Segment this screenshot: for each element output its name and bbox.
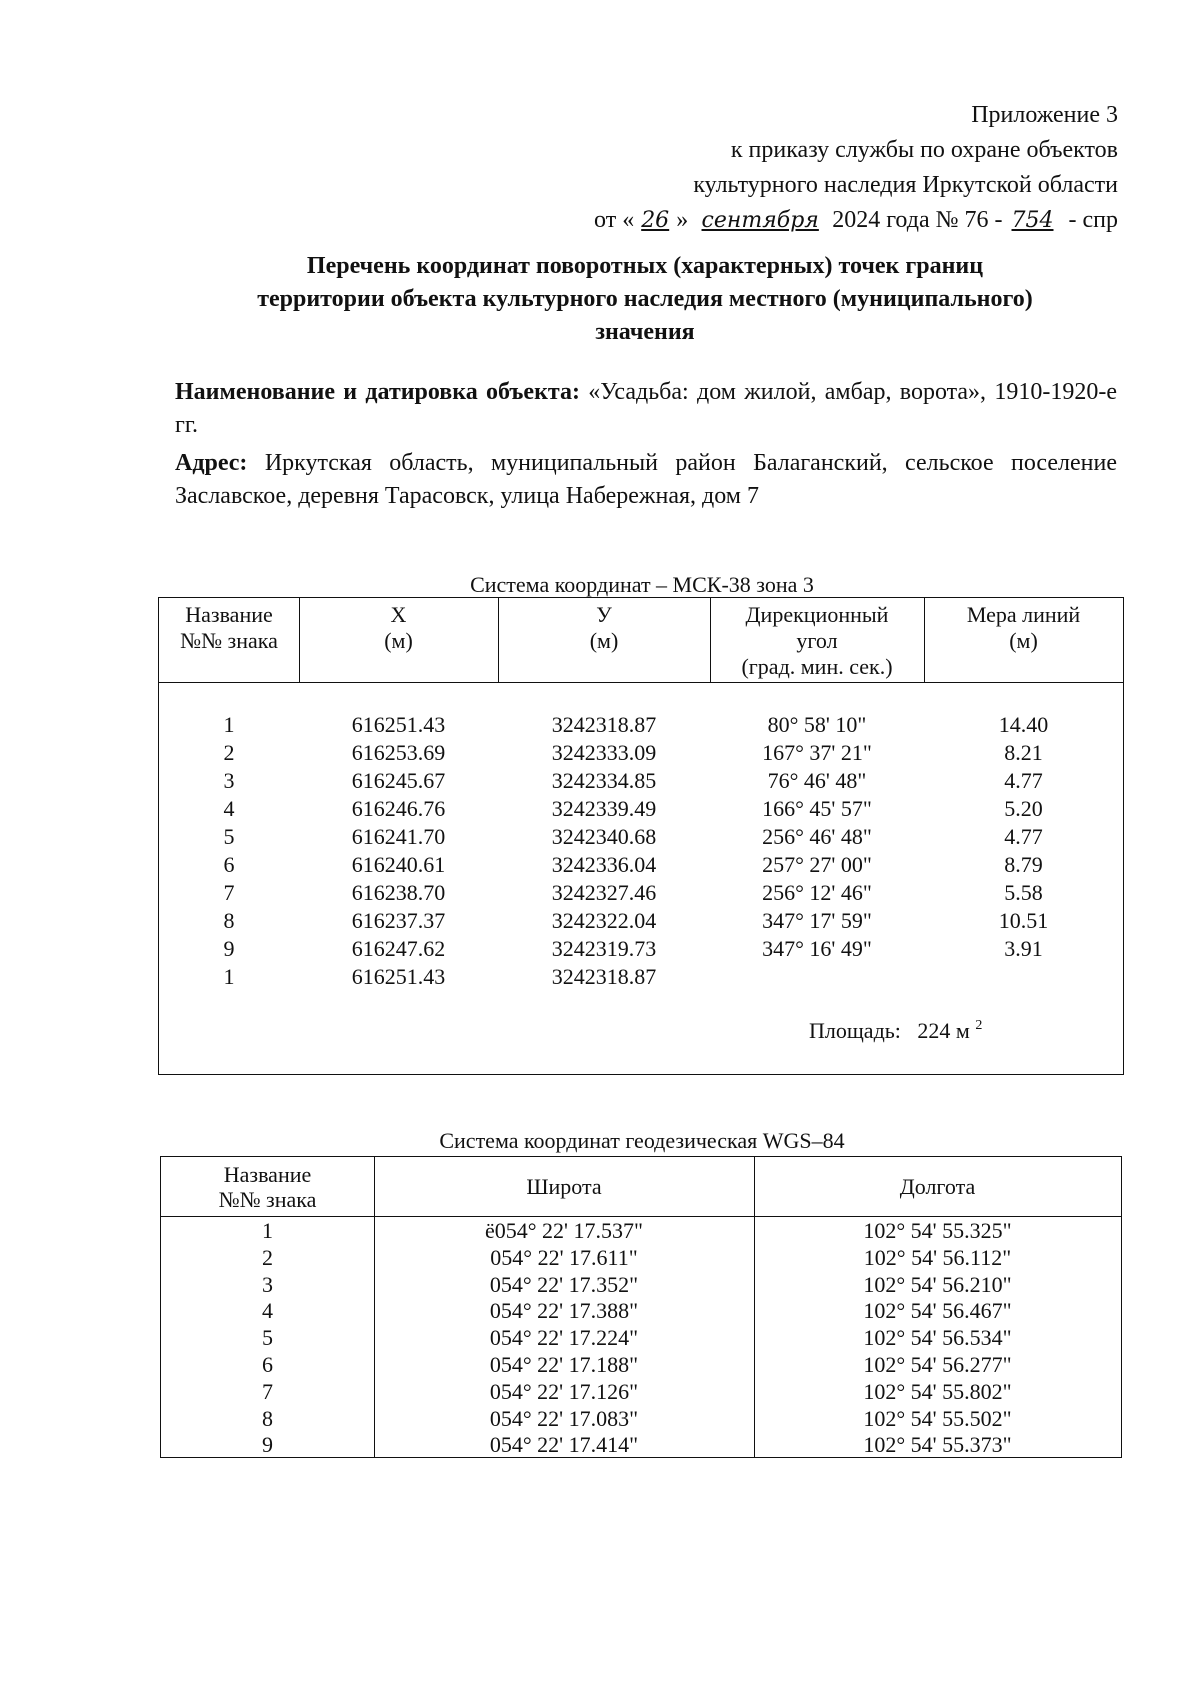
table1-body (159, 711, 1123, 991)
column-divider (498, 598, 499, 682)
table-row: 6 616240.61 3242336.04 257° 27' 00" 8.79 (223, 852, 1043, 877)
appendix-order-ref: к приказу службы по охране объектов (730, 137, 1118, 163)
wgs84-coordinates-table (160, 1156, 1122, 1458)
table-row: 9 616247.62 3242319.73 347° 16' 49" 3.91 (223, 936, 1043, 961)
object-name: Наименование и датировка объекта: «Усадьба: дом жилой, амбар, ворота», 1910-1920-е гг. (175, 379, 1117, 438)
msk-coordinates-table (158, 597, 1124, 1075)
appendix-header (594, 98, 1118, 238)
column-divider (299, 598, 300, 682)
handwritten-day: 26 (641, 208, 670, 233)
table-row: 7 054° 22' 17.126" 102° 54' 55.802" (262, 1378, 1012, 1404)
table-row: 7 616238.70 3242327.46 256° 12' 46" 5.58 (223, 880, 1043, 905)
header-latitude: Широта (526, 1174, 602, 1199)
header-point: Название №№ знака (218, 1162, 317, 1212)
header-x: Х (м) (384, 602, 413, 653)
header-point: Название №№ знака (180, 602, 278, 653)
table-row: 4 616246.76 3242339.49 166° 45' 57" 5.20 (223, 796, 1043, 821)
handwritten-month: сентября (701, 208, 819, 233)
table1-caption: Система координат – МСК-38 зона 3 (470, 572, 814, 597)
table-row: 9 054° 22' 17.414" 102° 54' 55.373" (262, 1432, 1012, 1458)
column-divider (924, 598, 925, 682)
table-row: 1 ё054° 22' 17.537" 102° 54' 55.325" (262, 1218, 1012, 1243)
table-row: 1 616251.43 3242318.87 (223, 964, 657, 989)
table2-body (161, 1217, 1121, 1458)
header-length: Мера линий (м) (966, 602, 1081, 653)
appendix-number: Приложение 3 (971, 102, 1118, 128)
table-row: 3 616245.67 3242334.85 76° 46' 48" 4.77 (223, 768, 1043, 793)
table2-caption: Система координат геодезическая WGS–84 (439, 1128, 845, 1153)
object-address: Адрес: Иркутская область, муниципальный район Балаганский, сельское поселение Заславское, деревня Тарасовск, улица Набережная, дом 7 (175, 450, 1118, 509)
handwritten-order-number: 754 (1011, 208, 1054, 233)
table-row: 2 616253.69 3242333.09 167° 37' 21" 8.21 (223, 740, 1043, 765)
table1-header (159, 598, 1123, 683)
column-divider (710, 598, 711, 682)
object-info (175, 376, 1117, 513)
table-row: 8 054° 22' 17.083" 102° 54' 55.502" (262, 1405, 1012, 1431)
header-y: У (м) (589, 602, 619, 653)
table-row: 1 616251.43 3242318.87 80° 58' 10" 14.40 (223, 712, 1049, 737)
table-row: 6 054° 22' 17.188" 102° 54' 56.277" (262, 1351, 1012, 1377)
table-row: 4 054° 22' 17.388" 102° 54' 56.467" (262, 1298, 1012, 1324)
appendix-date-line: от « 26 » сентября 2024 года № 76 - 754 - спр (594, 203, 1118, 238)
table2-header (161, 1157, 1121, 1217)
table-row: 8 616237.37 3242322.04 347° 17' 59" 10.51 (223, 908, 1049, 933)
appendix-authority: культурного наследия Иркутской области (693, 172, 1118, 198)
table-row: 2 054° 22' 17.611" 102° 54' 56.112" (262, 1244, 1012, 1270)
header-longitude: Долгота (899, 1174, 976, 1199)
document-title: Перечень координат поворотных (характерных) точек границ территории объекта культурного наследия местного (муниципального) значения (257, 253, 1033, 345)
table-row: 5 054° 22' 17.224" 102° 54' 56.534" (262, 1325, 1012, 1351)
table-row: 5 616241.70 3242340.68 256° 46' 48" 4.77 (223, 824, 1043, 849)
table-row: 3 054° 22' 17.352" 102° 54' 56.210" (262, 1271, 1012, 1297)
header-angle: Дирекционный угол (град. мин. сек.) (741, 602, 893, 679)
area-total: Площадь: 224 м $^2$ (809, 1018, 983, 1043)
